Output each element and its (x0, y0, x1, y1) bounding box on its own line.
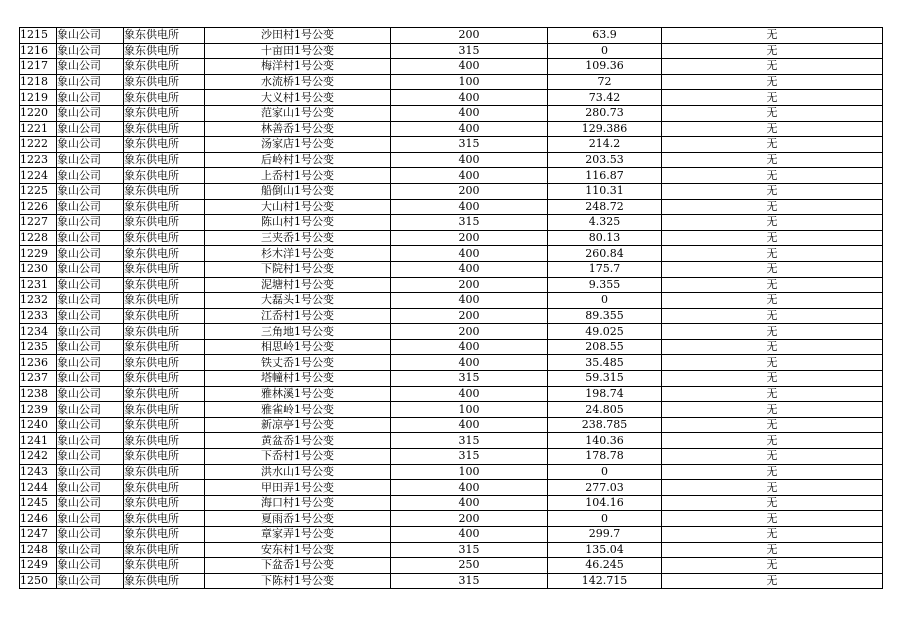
load-cell: 277.03 (548, 480, 662, 496)
table-row (20, 449, 883, 465)
row-number-cell: 1217 (20, 59, 57, 75)
table-row (20, 293, 883, 309)
station-cell: 象东供电所 (124, 449, 205, 465)
row-number-cell: 1246 (20, 511, 57, 527)
load-cell: 214.2 (548, 137, 662, 153)
capacity-cell: 400 (391, 527, 548, 543)
transformer-name-cell: 下院村1号公变 (205, 261, 391, 277)
capacity-cell: 400 (391, 495, 548, 511)
row-number-cell: 1232 (20, 293, 57, 309)
flag-cell: 无 (662, 464, 883, 480)
table-row (20, 168, 883, 184)
company-cell: 象山公司 (57, 324, 124, 340)
flag-cell: 无 (662, 355, 883, 371)
table-row (20, 386, 883, 402)
row-number-cell: 1225 (20, 183, 57, 199)
row-number-cell: 1250 (20, 573, 57, 589)
transformer-name-cell: 梅洋村1号公变 (205, 59, 391, 75)
capacity-cell: 315 (391, 43, 548, 59)
capacity-cell: 200 (391, 511, 548, 527)
company-cell: 象山公司 (57, 261, 124, 277)
capacity-cell: 400 (391, 386, 548, 402)
company-cell: 象山公司 (57, 558, 124, 574)
station-cell: 象东供电所 (124, 230, 205, 246)
transformer-name-cell: 十亩田1号公变 (205, 43, 391, 59)
company-cell: 象山公司 (57, 137, 124, 153)
flag-cell: 无 (662, 105, 883, 121)
company-cell: 象山公司 (57, 480, 124, 496)
table-row (20, 433, 883, 449)
capacity-cell: 400 (391, 246, 548, 262)
flag-cell: 无 (662, 183, 883, 199)
station-cell: 象东供电所 (124, 90, 205, 106)
transformer-name-cell: 船倒山1号公变 (205, 183, 391, 199)
transformer-name-cell: 杉木洋1号公变 (205, 246, 391, 262)
capacity-cell: 400 (391, 152, 548, 168)
company-cell: 象山公司 (57, 355, 124, 371)
company-cell: 象山公司 (57, 542, 124, 558)
row-number-cell: 1231 (20, 277, 57, 293)
load-cell: 280.73 (548, 105, 662, 121)
company-cell: 象山公司 (57, 449, 124, 465)
table-row (20, 137, 883, 153)
capacity-cell: 250 (391, 558, 548, 574)
flag-cell: 无 (662, 168, 883, 184)
table-row (20, 74, 883, 90)
capacity-cell: 400 (391, 121, 548, 137)
capacity-cell: 200 (391, 324, 548, 340)
transformer-name-cell: 铁丈岙1号公变 (205, 355, 391, 371)
company-cell: 象山公司 (57, 230, 124, 246)
flag-cell: 无 (662, 495, 883, 511)
company-cell: 象山公司 (57, 495, 124, 511)
capacity-cell: 400 (391, 90, 548, 106)
row-number-cell: 1227 (20, 215, 57, 231)
station-cell: 象东供电所 (124, 308, 205, 324)
row-number-cell: 1248 (20, 542, 57, 558)
row-number-cell: 1229 (20, 246, 57, 262)
row-number-cell: 1247 (20, 527, 57, 543)
transformer-name-cell: 新凉亭1号公变 (205, 417, 391, 433)
transformer-name-cell: 安东村1号公变 (205, 542, 391, 558)
company-cell: 象山公司 (57, 293, 124, 309)
station-cell: 象东供电所 (124, 199, 205, 215)
transformer-name-cell: 沙田村1号公变 (205, 28, 391, 44)
flag-cell: 无 (662, 121, 883, 137)
load-cell: 248.72 (548, 199, 662, 215)
transformer-name-cell: 江岙村1号公变 (205, 308, 391, 324)
load-cell: 89.355 (548, 308, 662, 324)
load-cell: 116.87 (548, 168, 662, 184)
capacity-cell: 400 (391, 417, 548, 433)
station-cell: 象东供电所 (124, 183, 205, 199)
row-number-cell: 1245 (20, 495, 57, 511)
row-number-cell: 1242 (20, 449, 57, 465)
transformer-name-cell: 下盆岙1号公变 (205, 558, 391, 574)
load-cell: 135.04 (548, 542, 662, 558)
table-row (20, 355, 883, 371)
flag-cell: 无 (662, 417, 883, 433)
company-cell: 象山公司 (57, 168, 124, 184)
transformer-name-cell: 塔幢村1号公变 (205, 371, 391, 387)
table-row (20, 261, 883, 277)
company-cell: 象山公司 (57, 121, 124, 137)
flag-cell: 无 (662, 230, 883, 246)
table-row (20, 43, 883, 59)
flag-cell: 无 (662, 137, 883, 153)
load-cell: 72 (548, 74, 662, 90)
company-cell: 象山公司 (57, 43, 124, 59)
company-cell: 象山公司 (57, 402, 124, 418)
load-cell: 175.7 (548, 261, 662, 277)
company-cell: 象山公司 (57, 59, 124, 75)
company-cell: 象山公司 (57, 215, 124, 231)
company-cell: 象山公司 (57, 339, 124, 355)
capacity-cell: 315 (391, 542, 548, 558)
company-cell: 象山公司 (57, 464, 124, 480)
load-cell: 142.715 (548, 573, 662, 589)
row-number-cell: 1234 (20, 324, 57, 340)
flag-cell: 无 (662, 386, 883, 402)
capacity-cell: 400 (391, 59, 548, 75)
transformer-name-cell: 下陈村1号公变 (205, 573, 391, 589)
flag-cell: 无 (662, 573, 883, 589)
capacity-cell: 315 (391, 449, 548, 465)
transformer-name-cell: 汤家店1号公变 (205, 137, 391, 153)
flag-cell: 无 (662, 308, 883, 324)
capacity-cell: 200 (391, 230, 548, 246)
load-cell: 0 (548, 511, 662, 527)
station-cell: 象东供电所 (124, 261, 205, 277)
transformer-table (19, 27, 883, 589)
load-cell: 104.16 (548, 495, 662, 511)
load-cell: 63.9 (548, 28, 662, 44)
table-row (20, 558, 883, 574)
table-row (20, 495, 883, 511)
flag-cell: 无 (662, 449, 883, 465)
flag-cell: 无 (662, 199, 883, 215)
capacity-cell: 400 (391, 480, 548, 496)
row-number-cell: 1237 (20, 371, 57, 387)
transformer-name-cell: 范家山1号公变 (205, 105, 391, 121)
station-cell: 象东供电所 (124, 495, 205, 511)
row-number-cell: 1241 (20, 433, 57, 449)
transformer-name-cell: 大山村1号公变 (205, 199, 391, 215)
row-number-cell: 1243 (20, 464, 57, 480)
flag-cell: 无 (662, 74, 883, 90)
station-cell: 象东供电所 (124, 542, 205, 558)
flag-cell: 无 (662, 542, 883, 558)
capacity-cell: 400 (391, 339, 548, 355)
row-number-cell: 1224 (20, 168, 57, 184)
company-cell: 象山公司 (57, 152, 124, 168)
table-row (20, 339, 883, 355)
table-row (20, 230, 883, 246)
flag-cell: 无 (662, 246, 883, 262)
flag-cell: 无 (662, 215, 883, 231)
station-cell: 象东供电所 (124, 43, 205, 59)
station-cell: 象东供电所 (124, 152, 205, 168)
station-cell: 象东供电所 (124, 480, 205, 496)
transformer-name-cell: 后岭村1号公变 (205, 152, 391, 168)
capacity-cell: 400 (391, 355, 548, 371)
table-row (20, 308, 883, 324)
row-number-cell: 1220 (20, 105, 57, 121)
load-cell: 140.36 (548, 433, 662, 449)
row-number-cell: 1216 (20, 43, 57, 59)
transformer-name-cell: 三角地1号公变 (205, 324, 391, 340)
row-number-cell: 1230 (20, 261, 57, 277)
load-cell: 203.53 (548, 152, 662, 168)
capacity-cell: 400 (391, 105, 548, 121)
transformer-name-cell: 上岙村1号公变 (205, 168, 391, 184)
transformer-name-cell: 陈山村1号公变 (205, 215, 391, 231)
transformer-name-cell: 大义村1号公变 (205, 90, 391, 106)
load-cell: 299.7 (548, 527, 662, 543)
row-number-cell: 1238 (20, 386, 57, 402)
station-cell: 象东供电所 (124, 417, 205, 433)
row-number-cell: 1222 (20, 137, 57, 153)
transformer-name-cell: 章家弄1号公变 (205, 527, 391, 543)
company-cell: 象山公司 (57, 386, 124, 402)
station-cell: 象东供电所 (124, 215, 205, 231)
table-row (20, 542, 883, 558)
capacity-cell: 315 (391, 573, 548, 589)
capacity-cell: 400 (391, 261, 548, 277)
station-cell: 象东供电所 (124, 433, 205, 449)
table-row (20, 371, 883, 387)
company-cell: 象山公司 (57, 246, 124, 262)
transformer-name-cell: 洪水山1号公变 (205, 464, 391, 480)
capacity-cell: 100 (391, 402, 548, 418)
capacity-cell: 100 (391, 74, 548, 90)
load-cell: 0 (548, 293, 662, 309)
table-row (20, 480, 883, 496)
load-cell: 110.31 (548, 183, 662, 199)
station-cell: 象东供电所 (124, 511, 205, 527)
transformer-name-cell: 下岙村1号公变 (205, 449, 391, 465)
transformer-name-cell: 海口村1号公变 (205, 495, 391, 511)
load-cell: 73.42 (548, 90, 662, 106)
flag-cell: 无 (662, 277, 883, 293)
station-cell: 象东供电所 (124, 573, 205, 589)
flag-cell: 无 (662, 90, 883, 106)
station-cell: 象东供电所 (124, 168, 205, 184)
station-cell: 象东供电所 (124, 371, 205, 387)
table-row (20, 105, 883, 121)
load-cell: 238.785 (548, 417, 662, 433)
capacity-cell: 315 (391, 433, 548, 449)
transformer-name-cell: 水流桥1号公变 (205, 74, 391, 90)
load-cell: 208.55 (548, 339, 662, 355)
company-cell: 象山公司 (57, 90, 124, 106)
transformer-name-cell: 雅林溪1号公变 (205, 386, 391, 402)
company-cell: 象山公司 (57, 277, 124, 293)
flag-cell: 无 (662, 402, 883, 418)
load-cell: 178.78 (548, 449, 662, 465)
company-cell: 象山公司 (57, 511, 124, 527)
flag-cell: 无 (662, 28, 883, 44)
company-cell: 象山公司 (57, 183, 124, 199)
row-number-cell: 1223 (20, 152, 57, 168)
company-cell: 象山公司 (57, 371, 124, 387)
table-row (20, 183, 883, 199)
table-row (20, 324, 883, 340)
station-cell: 象东供电所 (124, 277, 205, 293)
station-cell: 象东供电所 (124, 121, 205, 137)
transformer-name-cell: 黄盆岙1号公变 (205, 433, 391, 449)
station-cell: 象东供电所 (124, 293, 205, 309)
load-cell: 129.386 (548, 121, 662, 137)
load-cell: 4.325 (548, 215, 662, 231)
row-number-cell: 1240 (20, 417, 57, 433)
flag-cell: 无 (662, 511, 883, 527)
station-cell: 象东供电所 (124, 527, 205, 543)
table-row (20, 464, 883, 480)
flag-cell: 无 (662, 43, 883, 59)
table-row (20, 152, 883, 168)
station-cell: 象东供电所 (124, 464, 205, 480)
transformer-name-cell: 大磊头1号公变 (205, 293, 391, 309)
flag-cell: 无 (662, 339, 883, 355)
table-row (20, 246, 883, 262)
load-cell: 109.36 (548, 59, 662, 75)
table-row (20, 511, 883, 527)
row-number-cell: 1228 (20, 230, 57, 246)
table-row (20, 277, 883, 293)
station-cell: 象东供电所 (124, 74, 205, 90)
load-cell: 59.315 (548, 371, 662, 387)
row-number-cell: 1233 (20, 308, 57, 324)
transformer-name-cell: 夏雨岙1号公变 (205, 511, 391, 527)
transformer-name-cell: 三夹岙1号公变 (205, 230, 391, 246)
capacity-cell: 400 (391, 293, 548, 309)
load-cell: 198.74 (548, 386, 662, 402)
company-cell: 象山公司 (57, 417, 124, 433)
flag-cell: 无 (662, 293, 883, 309)
table-row (20, 121, 883, 137)
table-row (20, 417, 883, 433)
capacity-cell: 200 (391, 277, 548, 293)
transformer-name-cell: 林善岙1号公变 (205, 121, 391, 137)
transformer-name-cell: 甲田弄1号公变 (205, 480, 391, 496)
company-cell: 象山公司 (57, 28, 124, 44)
load-cell: 80.13 (548, 230, 662, 246)
row-number-cell: 1219 (20, 90, 57, 106)
table-row (20, 28, 883, 44)
table-row (20, 59, 883, 75)
capacity-cell: 200 (391, 308, 548, 324)
capacity-cell: 200 (391, 183, 548, 199)
capacity-cell: 400 (391, 168, 548, 184)
row-number-cell: 1215 (20, 28, 57, 44)
station-cell: 象东供电所 (124, 558, 205, 574)
load-cell: 0 (548, 464, 662, 480)
station-cell: 象东供电所 (124, 105, 205, 121)
company-cell: 象山公司 (57, 527, 124, 543)
load-cell: 0 (548, 43, 662, 59)
station-cell: 象东供电所 (124, 386, 205, 402)
row-number-cell: 1244 (20, 480, 57, 496)
flag-cell: 无 (662, 59, 883, 75)
table-row (20, 402, 883, 418)
capacity-cell: 315 (391, 215, 548, 231)
flag-cell: 无 (662, 480, 883, 496)
table-row (20, 527, 883, 543)
flag-cell: 无 (662, 152, 883, 168)
station-cell: 象东供电所 (124, 59, 205, 75)
station-cell: 象东供电所 (124, 28, 205, 44)
capacity-cell: 315 (391, 137, 548, 153)
transformer-name-cell: 相思岭1号公变 (205, 339, 391, 355)
station-cell: 象东供电所 (124, 355, 205, 371)
table-row (20, 573, 883, 589)
flag-cell: 无 (662, 261, 883, 277)
load-cell: 46.245 (548, 558, 662, 574)
row-number-cell: 1226 (20, 199, 57, 215)
row-number-cell: 1218 (20, 74, 57, 90)
station-cell: 象东供电所 (124, 246, 205, 262)
table-row (20, 90, 883, 106)
table-row (20, 215, 883, 231)
company-cell: 象山公司 (57, 573, 124, 589)
transformer-name-cell: 雅雀岭1号公变 (205, 402, 391, 418)
station-cell: 象东供电所 (124, 137, 205, 153)
company-cell: 象山公司 (57, 199, 124, 215)
station-cell: 象东供电所 (124, 402, 205, 418)
transformer-name-cell: 泥塘村1号公变 (205, 277, 391, 293)
flag-cell: 无 (662, 433, 883, 449)
table-row (20, 199, 883, 215)
station-cell: 象东供电所 (124, 324, 205, 340)
row-number-cell: 1239 (20, 402, 57, 418)
capacity-cell: 315 (391, 371, 548, 387)
capacity-cell: 100 (391, 464, 548, 480)
capacity-cell: 400 (391, 199, 548, 215)
flag-cell: 无 (662, 558, 883, 574)
company-cell: 象山公司 (57, 74, 124, 90)
load-cell: 49.025 (548, 324, 662, 340)
company-cell: 象山公司 (57, 105, 124, 121)
load-cell: 35.485 (548, 355, 662, 371)
flag-cell: 无 (662, 527, 883, 543)
row-number-cell: 1221 (20, 121, 57, 137)
station-cell: 象东供电所 (124, 339, 205, 355)
row-number-cell: 1235 (20, 339, 57, 355)
row-number-cell: 1249 (20, 558, 57, 574)
load-cell: 260.84 (548, 246, 662, 262)
flag-cell: 无 (662, 324, 883, 340)
load-cell: 9.355 (548, 277, 662, 293)
capacity-cell: 200 (391, 28, 548, 44)
load-cell: 24.805 (548, 402, 662, 418)
flag-cell: 无 (662, 371, 883, 387)
row-number-cell: 1236 (20, 355, 57, 371)
table-body (20, 28, 883, 589)
company-cell: 象山公司 (57, 433, 124, 449)
company-cell: 象山公司 (57, 308, 124, 324)
